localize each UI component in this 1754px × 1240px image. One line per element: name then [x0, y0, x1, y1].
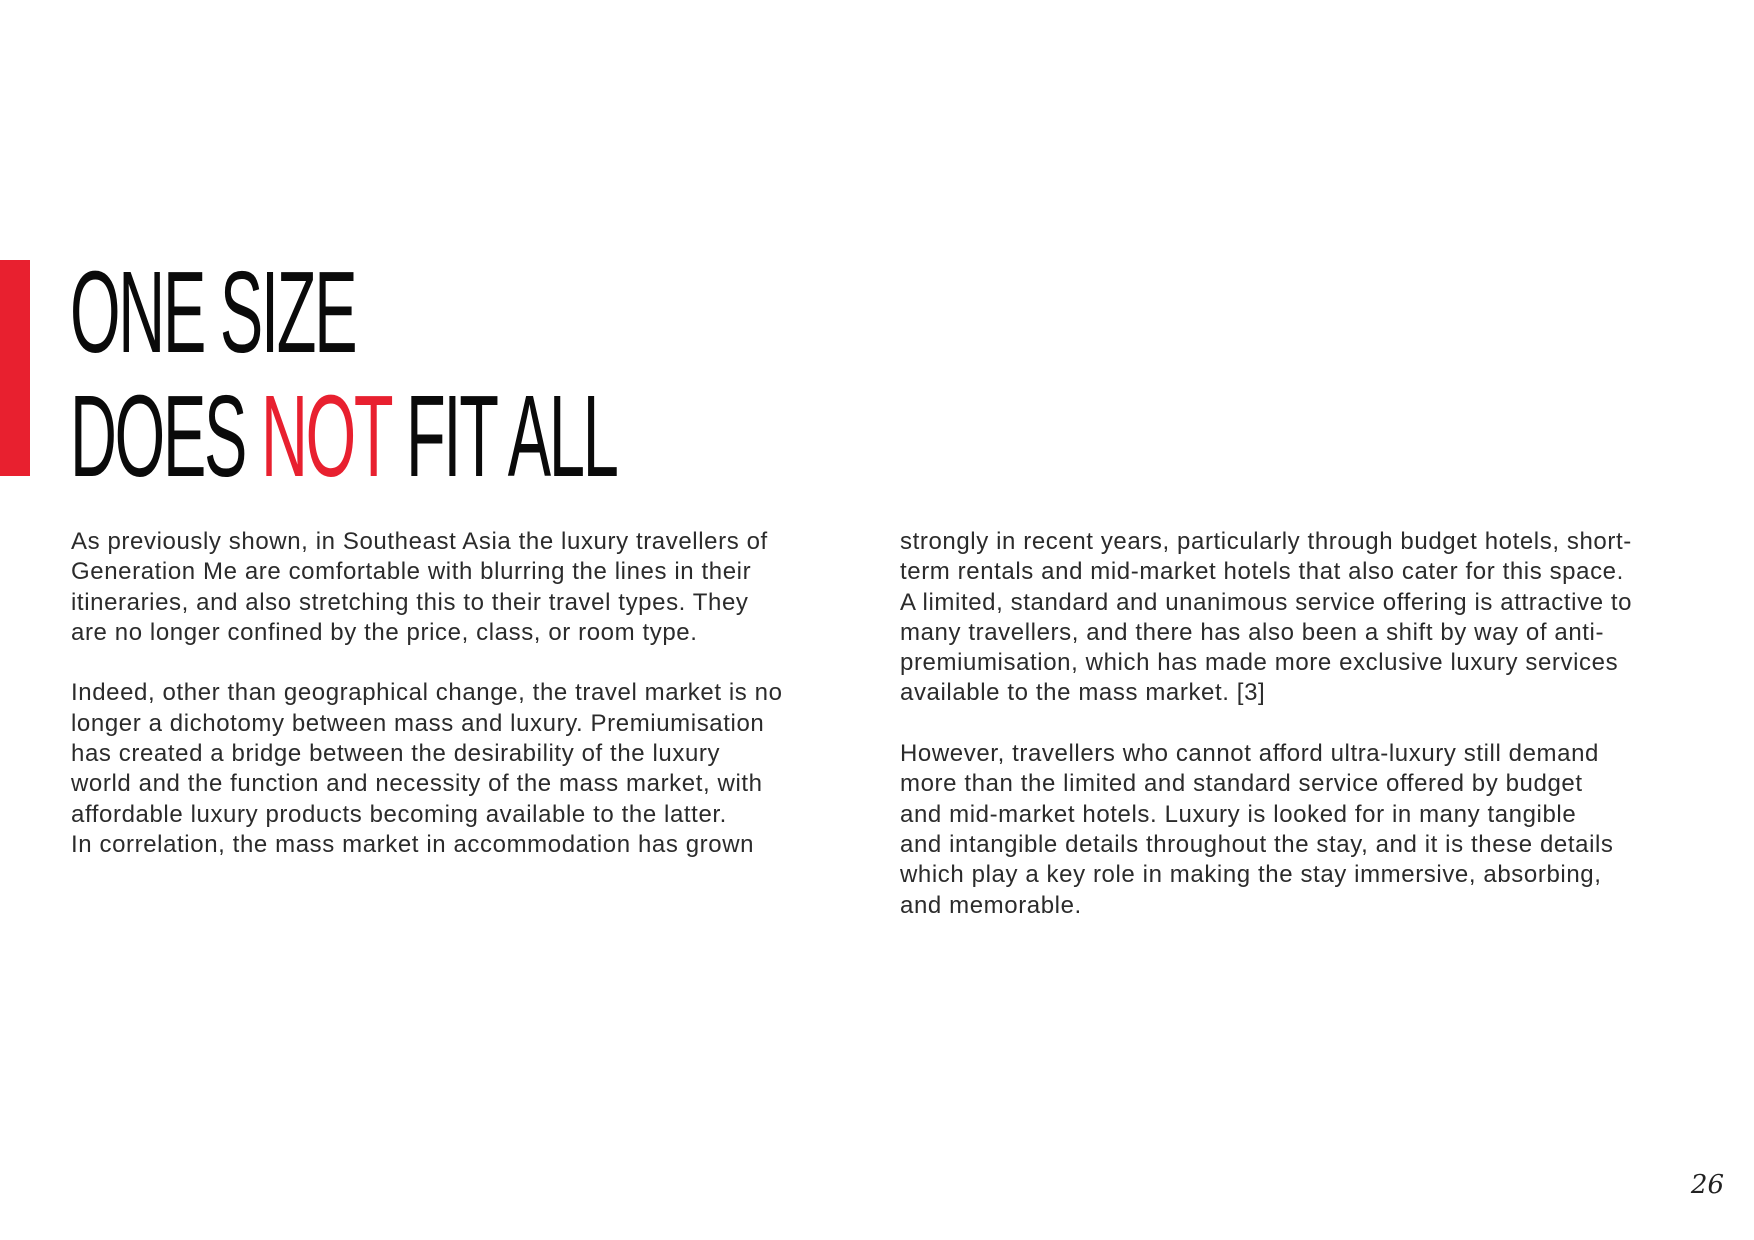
title-line-2-start: DOES	[70, 371, 261, 501]
left-paragraph-1: As previously shown, in Southeast Asia the luxury travellers of Generation Me are comfortable with blurring the lines in their itineraries, and also stretching this to their travel types. They are no longer confined by the price, class, or room type.	[71, 528, 768, 646]
right-paragraph-1: strongly in recent years, particularly through budget hotels, short- term rentals and mid-market hotels that also cater for this space. A limited, standard and unanimous service offering is attractive to many travellers, and there has also been a shift by way of anti- premiumisation, which has made more exclusive luxury services available to the mass market. [3]	[900, 528, 1633, 707]
right-paragraph-2: However, travellers who cannot afford ultra-luxury still demand more than the limited and standard service offered by budget and mid-market hotels. Luxury is looked for in many tangible and intangible details throughout the stay, and it is these details which play a key role in making the stay immersive, absorbing, and memorable.	[900, 740, 1614, 919]
left-paragraph-2: Indeed, other than geographical change, the travel market is no longer a dichotomy between mass and luxury. Premiumisation has created a bridge between the desirability of the luxury world and the function and necessity of the mass market, with affordable luxury products becoming available to the latter. In correlation, the mass market in accommodation has grown	[71, 679, 783, 858]
title-line-2	[70, 371, 617, 501]
page-title	[70, 247, 617, 501]
title-highlight-word: NOT	[260, 371, 391, 501]
title-line-2-end: FIT ALL	[390, 371, 617, 501]
page-number: 26	[1690, 1170, 1724, 1200]
title-line-1: ONE SIZE	[70, 247, 356, 377]
accent-bar	[0, 260, 30, 476]
left-text-column	[71, 527, 851, 891]
right-text-column	[900, 527, 1710, 951]
